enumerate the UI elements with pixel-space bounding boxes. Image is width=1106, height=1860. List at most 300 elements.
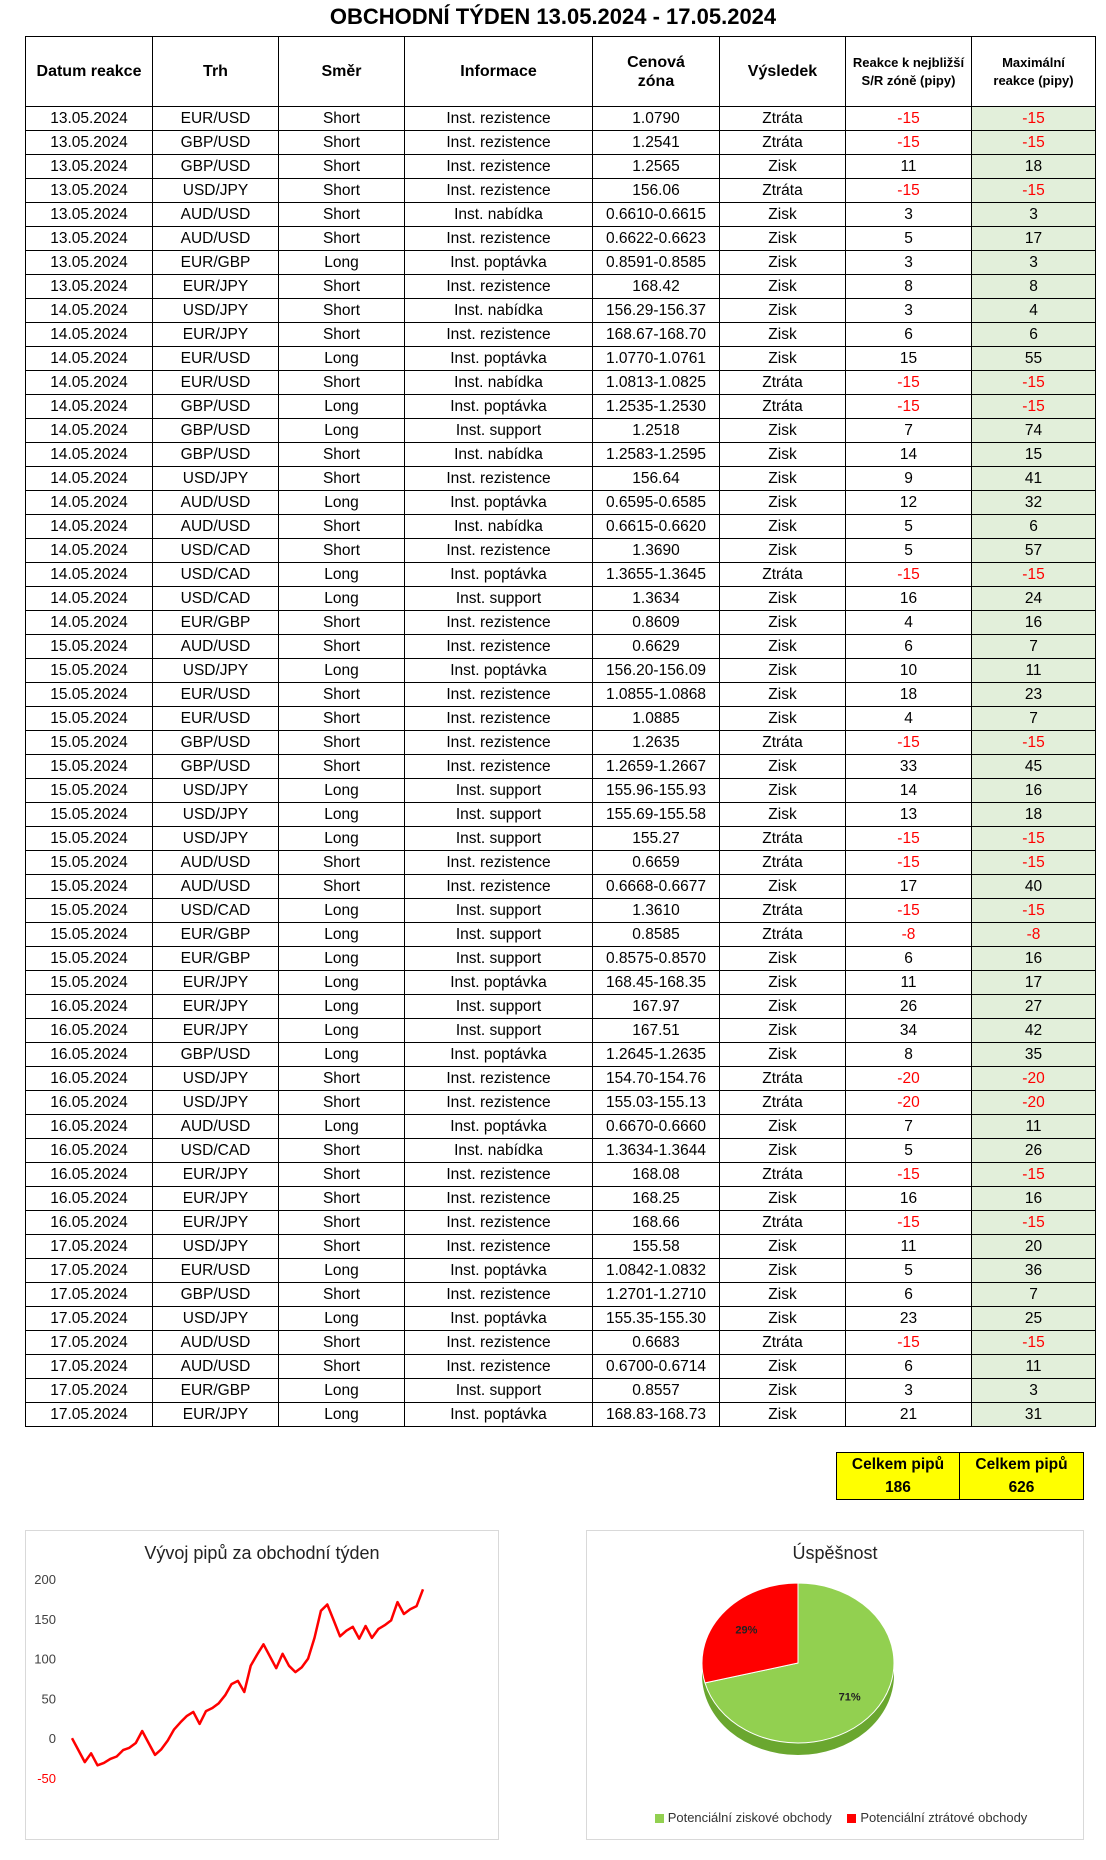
- cell-info: Inst. rezistence: [405, 275, 593, 299]
- cell-max: 74: [972, 419, 1096, 443]
- cell-market: AUD/USD: [153, 1115, 279, 1139]
- pie-legend: [587, 1810, 1083, 1825]
- cell-direction: Short: [279, 707, 405, 731]
- cell-market: EUR/USD: [153, 1259, 279, 1283]
- table-row: [26, 443, 1096, 467]
- table-row: [26, 1403, 1096, 1427]
- cell-max: 6: [972, 515, 1096, 539]
- cell-zone: 0.6595-0.6585: [593, 491, 720, 515]
- table-row: [26, 347, 1096, 371]
- table-row: [26, 971, 1096, 995]
- cell-date: 17.05.2024: [26, 1355, 153, 1379]
- total-max-value: 626: [1008, 1479, 1035, 1496]
- table-row: [26, 659, 1096, 683]
- cell-info: Inst. rezistence: [405, 1187, 593, 1211]
- cell-zone: 168.45-168.35: [593, 971, 720, 995]
- table-row: [26, 1331, 1096, 1355]
- cell-market: USD/JPY: [153, 659, 279, 683]
- cell-info: Inst. support: [405, 899, 593, 923]
- cell-date: 16.05.2024: [26, 1187, 153, 1211]
- cell-max: 7: [972, 635, 1096, 659]
- pie-chart-title: Úspěšnost: [792, 1543, 878, 1563]
- cell-market: USD/JPY: [153, 467, 279, 491]
- cell-info: Inst. rezistence: [405, 1211, 593, 1235]
- cell-date: 16.05.2024: [26, 1139, 153, 1163]
- cell-direction: Long: [279, 659, 405, 683]
- cell-max: 3: [972, 251, 1096, 275]
- cell-max: 16: [972, 947, 1096, 971]
- cell-zone: 156.64: [593, 467, 720, 491]
- cell-direction: Short: [279, 755, 405, 779]
- cell-direction: Long: [279, 1043, 405, 1067]
- cell-zone: 0.6683: [593, 1331, 720, 1355]
- cell-zone: 1.2635: [593, 731, 720, 755]
- cell-max: -20: [972, 1091, 1096, 1115]
- cell-result: Zisk: [720, 1235, 846, 1259]
- cell-zone: 168.83-168.73: [593, 1403, 720, 1427]
- table-row: [26, 371, 1096, 395]
- cell-zone: 168.25: [593, 1187, 720, 1211]
- cell-result: Ztráta: [720, 395, 846, 419]
- cell-date: 16.05.2024: [26, 1043, 153, 1067]
- cell-reaction: 12: [846, 491, 972, 515]
- cell-reaction: 18: [846, 683, 972, 707]
- cell-max: 16: [972, 779, 1096, 803]
- cell-date: 15.05.2024: [26, 635, 153, 659]
- table-row: [26, 179, 1096, 203]
- cell-market: AUD/USD: [153, 1355, 279, 1379]
- cell-info: Inst. rezistence: [405, 323, 593, 347]
- cell-direction: Long: [279, 251, 405, 275]
- cell-zone: 0.6670-0.6660: [593, 1115, 720, 1139]
- cell-max: 7: [972, 707, 1096, 731]
- cell-zone: 0.8575-0.8570: [593, 947, 720, 971]
- cell-info: Inst. poptávka: [405, 1403, 593, 1427]
- cell-direction: Long: [279, 563, 405, 587]
- cell-market: EUR/JPY: [153, 971, 279, 995]
- cell-max: -20: [972, 1067, 1096, 1091]
- cell-zone: 0.6610-0.6615: [593, 203, 720, 227]
- cell-market: AUD/USD: [153, 227, 279, 251]
- cell-zone: 1.3610: [593, 899, 720, 923]
- cell-result: Zisk: [720, 1283, 846, 1307]
- trades-table: [25, 36, 1096, 1427]
- line-chart: [26, 1531, 498, 1839]
- cell-date: 17.05.2024: [26, 1403, 153, 1427]
- cell-direction: Long: [279, 1019, 405, 1043]
- cell-reaction: 5: [846, 515, 972, 539]
- cell-date: 14.05.2024: [26, 563, 153, 587]
- cell-market: AUD/USD: [153, 515, 279, 539]
- cell-max: 27: [972, 995, 1096, 1019]
- cell-zone: 156.20-156.09: [593, 659, 720, 683]
- cell-market: GBP/USD: [153, 755, 279, 779]
- cell-zone: 1.0813-1.0825: [593, 371, 720, 395]
- cell-info: Inst. nabídka: [405, 371, 593, 395]
- cell-result: Zisk: [720, 1379, 846, 1403]
- cell-info: Inst. rezistence: [405, 1091, 593, 1115]
- cell-info: Inst. rezistence: [405, 635, 593, 659]
- cell-direction: Short: [279, 323, 405, 347]
- cell-zone: 0.6668-0.6677: [593, 875, 720, 899]
- cell-reaction: 9: [846, 467, 972, 491]
- cell-info: Inst. rezistence: [405, 179, 593, 203]
- cell-reaction: -15: [846, 1163, 972, 1187]
- table-row: [26, 1019, 1096, 1043]
- cell-reaction: 11: [846, 155, 972, 179]
- cell-zone: 0.8591-0.8585: [593, 251, 720, 275]
- cell-zone: 168.67-168.70: [593, 323, 720, 347]
- cell-date: 14.05.2024: [26, 587, 153, 611]
- cell-max: -15: [972, 1211, 1096, 1235]
- cell-result: Ztráta: [720, 1211, 846, 1235]
- cell-result: Zisk: [720, 1043, 846, 1067]
- table-row: [26, 227, 1096, 251]
- cell-date: 15.05.2024: [26, 923, 153, 947]
- cell-market: EUR/JPY: [153, 995, 279, 1019]
- cell-market: AUD/USD: [153, 851, 279, 875]
- cell-max: -15: [972, 131, 1096, 155]
- cell-market: EUR/JPY: [153, 1163, 279, 1187]
- cell-market: EUR/GBP: [153, 1379, 279, 1403]
- table-row: [26, 803, 1096, 827]
- cell-date: 15.05.2024: [26, 707, 153, 731]
- cell-market: EUR/JPY: [153, 1187, 279, 1211]
- table-row: [26, 275, 1096, 299]
- table-row: [26, 683, 1096, 707]
- total-max-cell: [960, 1452, 1084, 1500]
- cell-result: Zisk: [720, 1139, 846, 1163]
- cell-info: Inst. nabídka: [405, 515, 593, 539]
- cell-info: Inst. rezistence: [405, 107, 593, 131]
- cell-direction: Long: [279, 587, 405, 611]
- legend-swatch-win: [655, 1814, 664, 1823]
- cell-result: Zisk: [720, 1355, 846, 1379]
- cell-zone: 155.96-155.93: [593, 779, 720, 803]
- cell-zone: 0.6622-0.6623: [593, 227, 720, 251]
- cell-date: 15.05.2024: [26, 875, 153, 899]
- cell-info: Inst. poptávka: [405, 971, 593, 995]
- cell-market: EUR/USD: [153, 347, 279, 371]
- cell-max: 55: [972, 347, 1096, 371]
- cell-reaction: 33: [846, 755, 972, 779]
- cell-reaction: 13: [846, 803, 972, 827]
- cell-info: Inst. support: [405, 947, 593, 971]
- table-row: [26, 323, 1096, 347]
- table-row: [26, 635, 1096, 659]
- cell-max: -15: [972, 1163, 1096, 1187]
- cell-reaction: 3: [846, 203, 972, 227]
- cell-reaction: 11: [846, 1235, 972, 1259]
- table-row: [26, 1307, 1096, 1331]
- cell-date: 17.05.2024: [26, 1379, 153, 1403]
- legend-swatch-loss: [847, 1814, 856, 1823]
- cell-info: Inst. rezistence: [405, 1235, 593, 1259]
- cell-direction: Short: [279, 1067, 405, 1091]
- cell-reaction: 16: [846, 1187, 972, 1211]
- cell-info: Inst. poptávka: [405, 347, 593, 371]
- cell-max: 17: [972, 971, 1096, 995]
- cell-date: 15.05.2024: [26, 803, 153, 827]
- table-row: [26, 611, 1096, 635]
- cell-info: Inst. rezistence: [405, 539, 593, 563]
- cell-info: Inst. rezistence: [405, 875, 593, 899]
- cell-info: Inst. poptávka: [405, 491, 593, 515]
- cell-reaction: 5: [846, 539, 972, 563]
- table-row: [26, 587, 1096, 611]
- y-tick-label: 50: [41, 1691, 56, 1707]
- cell-result: Zisk: [720, 515, 846, 539]
- cell-direction: Long: [279, 1307, 405, 1331]
- cell-result: Zisk: [720, 419, 846, 443]
- cell-direction: Long: [279, 803, 405, 827]
- cell-direction: Short: [279, 683, 405, 707]
- cell-max: 31: [972, 1403, 1096, 1427]
- table-row: [26, 1163, 1096, 1187]
- cell-date: 15.05.2024: [26, 731, 153, 755]
- cell-zone: 168.66: [593, 1211, 720, 1235]
- cell-date: 13.05.2024: [26, 179, 153, 203]
- cell-date: 16.05.2024: [26, 1091, 153, 1115]
- cell-reaction: -15: [846, 827, 972, 851]
- cell-market: USD/JPY: [153, 1091, 279, 1115]
- cell-direction: Long: [279, 419, 405, 443]
- cell-result: Zisk: [720, 1259, 846, 1283]
- cell-info: Inst. rezistence: [405, 1331, 593, 1355]
- cell-result: Zisk: [720, 539, 846, 563]
- cell-reaction: 3: [846, 251, 972, 275]
- cell-max: 45: [972, 755, 1096, 779]
- cell-reaction: 16: [846, 587, 972, 611]
- cell-reaction: -15: [846, 107, 972, 131]
- cell-zone: 1.2535-1.2530: [593, 395, 720, 419]
- cell-direction: Long: [279, 923, 405, 947]
- cell-zone: 1.3634-1.3644: [593, 1139, 720, 1163]
- cell-result: Ztráta: [720, 731, 846, 755]
- cell-date: 13.05.2024: [26, 107, 153, 131]
- cell-max: 41: [972, 467, 1096, 491]
- cell-max: -15: [972, 827, 1096, 851]
- table-row: [26, 875, 1096, 899]
- cell-date: 16.05.2024: [26, 995, 153, 1019]
- cell-info: Inst. rezistence: [405, 1283, 593, 1307]
- table-row: [26, 1091, 1096, 1115]
- cell-result: Ztráta: [720, 107, 846, 131]
- cell-result: Zisk: [720, 347, 846, 371]
- cell-zone: 1.0790: [593, 107, 720, 131]
- cell-info: Inst. support: [405, 1379, 593, 1403]
- cell-max: 8: [972, 275, 1096, 299]
- cell-direction: Short: [279, 299, 405, 323]
- cell-max: 11: [972, 659, 1096, 683]
- cell-date: 14.05.2024: [26, 443, 153, 467]
- cell-direction: Long: [279, 1379, 405, 1403]
- cell-result: Zisk: [720, 275, 846, 299]
- cell-result: Ztráta: [720, 1331, 846, 1355]
- cell-zone: 168.08: [593, 1163, 720, 1187]
- cell-reaction: 11: [846, 971, 972, 995]
- table-row: [26, 107, 1096, 131]
- cell-reaction: 6: [846, 947, 972, 971]
- cell-max: 23: [972, 683, 1096, 707]
- cell-info: Inst. support: [405, 995, 593, 1019]
- cell-zone: 1.2659-1.2667: [593, 755, 720, 779]
- table-row: [26, 1355, 1096, 1379]
- table-row: [26, 923, 1096, 947]
- table-row: [26, 299, 1096, 323]
- cell-info: Inst. rezistence: [405, 707, 593, 731]
- cell-zone: 155.27: [593, 827, 720, 851]
- cell-result: Zisk: [720, 875, 846, 899]
- cell-date: 14.05.2024: [26, 299, 153, 323]
- cell-reaction: 6: [846, 1283, 972, 1307]
- y-tick-label: 100: [34, 1651, 56, 1667]
- table-header-row: [26, 37, 1096, 107]
- cell-result: Ztráta: [720, 131, 846, 155]
- cell-result: Zisk: [720, 299, 846, 323]
- cell-max: 11: [972, 1355, 1096, 1379]
- cell-reaction: 17: [846, 875, 972, 899]
- cell-info: Inst. nabídka: [405, 443, 593, 467]
- cell-zone: 1.0842-1.0832: [593, 1259, 720, 1283]
- cell-max: -15: [972, 179, 1096, 203]
- cell-result: Zisk: [720, 227, 846, 251]
- cell-market: EUR/USD: [153, 371, 279, 395]
- table-row: [26, 155, 1096, 179]
- cell-market: EUR/JPY: [153, 275, 279, 299]
- cell-reaction: 4: [846, 707, 972, 731]
- cell-date: 13.05.2024: [26, 203, 153, 227]
- cell-zone: 167.51: [593, 1019, 720, 1043]
- cell-result: Zisk: [720, 1115, 846, 1139]
- cell-direction: Short: [279, 131, 405, 155]
- cell-reaction: 14: [846, 443, 972, 467]
- table-row: [26, 203, 1096, 227]
- cell-max: 35: [972, 1043, 1096, 1067]
- cell-date: 13.05.2024: [26, 275, 153, 299]
- cell-market: AUD/USD: [153, 203, 279, 227]
- cell-date: 15.05.2024: [26, 947, 153, 971]
- cell-result: Zisk: [720, 755, 846, 779]
- series-line: [72, 1589, 423, 1765]
- cell-date: 13.05.2024: [26, 131, 153, 155]
- cell-info: Inst. rezistence: [405, 155, 593, 179]
- cell-result: Zisk: [720, 635, 846, 659]
- cell-market: AUD/USD: [153, 491, 279, 515]
- table-row: [26, 467, 1096, 491]
- cell-direction: Short: [279, 1163, 405, 1187]
- cell-zone: 1.3634: [593, 587, 720, 611]
- cell-market: EUR/JPY: [153, 1211, 279, 1235]
- cell-date: 16.05.2024: [26, 1115, 153, 1139]
- cell-date: 16.05.2024: [26, 1211, 153, 1235]
- cell-market: GBP/USD: [153, 1283, 279, 1307]
- cell-market: EUR/JPY: [153, 323, 279, 347]
- cell-result: Ztráta: [720, 371, 846, 395]
- cell-direction: Short: [279, 1355, 405, 1379]
- y-tick-label: 200: [34, 1572, 56, 1587]
- cell-direction: Long: [279, 347, 405, 371]
- cell-reaction: 4: [846, 611, 972, 635]
- cell-max: 36: [972, 1259, 1096, 1283]
- cell-result: Zisk: [720, 323, 846, 347]
- table-row: [26, 395, 1096, 419]
- cell-direction: Long: [279, 779, 405, 803]
- cell-max: 42: [972, 1019, 1096, 1043]
- cell-date: 14.05.2024: [26, 395, 153, 419]
- cell-direction: Short: [279, 179, 405, 203]
- cell-result: Zisk: [720, 491, 846, 515]
- cell-info: Inst. poptávka: [405, 1259, 593, 1283]
- cell-date: 15.05.2024: [26, 827, 153, 851]
- legend-label-loss: Potenciální ztrátové obchody: [860, 1810, 1028, 1825]
- table-row: [26, 1211, 1096, 1235]
- cell-reaction: -15: [846, 563, 972, 587]
- cell-max: -15: [972, 107, 1096, 131]
- cell-max: 17: [972, 227, 1096, 251]
- cell-result: Ztráta: [720, 1163, 846, 1187]
- cell-result: Zisk: [720, 1307, 846, 1331]
- cell-market: EUR/GBP: [153, 923, 279, 947]
- cell-info: Inst. rezistence: [405, 683, 593, 707]
- cell-reaction: 34: [846, 1019, 972, 1043]
- cell-info: Inst. rezistence: [405, 467, 593, 491]
- cell-max: 24: [972, 587, 1096, 611]
- cell-reaction: -15: [846, 131, 972, 155]
- cell-date: 15.05.2024: [26, 899, 153, 923]
- cell-max: 4: [972, 299, 1096, 323]
- cell-zone: 0.6615-0.6620: [593, 515, 720, 539]
- cell-market: EUR/USD: [153, 683, 279, 707]
- cell-result: Zisk: [720, 995, 846, 1019]
- cell-max: 40: [972, 875, 1096, 899]
- cell-info: Inst. rezistence: [405, 1355, 593, 1379]
- cell-market: USD/JPY: [153, 1235, 279, 1259]
- cell-result: Ztráta: [720, 179, 846, 203]
- header-direction: Směr: [279, 37, 405, 107]
- cell-result: Zisk: [720, 467, 846, 491]
- cell-info: Inst. support: [405, 779, 593, 803]
- cell-reaction: 15: [846, 347, 972, 371]
- cell-market: EUR/JPY: [153, 1019, 279, 1043]
- cell-reaction: 5: [846, 1139, 972, 1163]
- cell-direction: Long: [279, 995, 405, 1019]
- cell-zone: 155.58: [593, 1235, 720, 1259]
- cell-direction: Short: [279, 1091, 405, 1115]
- cell-info: Inst. support: [405, 803, 593, 827]
- cell-result: Zisk: [720, 683, 846, 707]
- table-row: [26, 1067, 1096, 1091]
- cell-date: 16.05.2024: [26, 1067, 153, 1091]
- cell-market: USD/JPY: [153, 1067, 279, 1091]
- cell-market: USD/CAD: [153, 539, 279, 563]
- cell-max: 16: [972, 611, 1096, 635]
- cell-zone: 0.6659: [593, 851, 720, 875]
- table-row: [26, 755, 1096, 779]
- table-row: [26, 539, 1096, 563]
- cell-date: 14.05.2024: [26, 515, 153, 539]
- total-reaction-label: Celkem pipů: [851, 1456, 945, 1473]
- cell-reaction: -15: [846, 1331, 972, 1355]
- cell-max: 3: [972, 1379, 1096, 1403]
- cell-max: 15: [972, 443, 1096, 467]
- cell-date: 14.05.2024: [26, 539, 153, 563]
- cell-market: GBP/USD: [153, 155, 279, 179]
- cell-zone: 154.70-154.76: [593, 1067, 720, 1091]
- cell-info: Inst. poptávka: [405, 1307, 593, 1331]
- cell-date: 15.05.2024: [26, 659, 153, 683]
- cell-market: EUR/USD: [153, 707, 279, 731]
